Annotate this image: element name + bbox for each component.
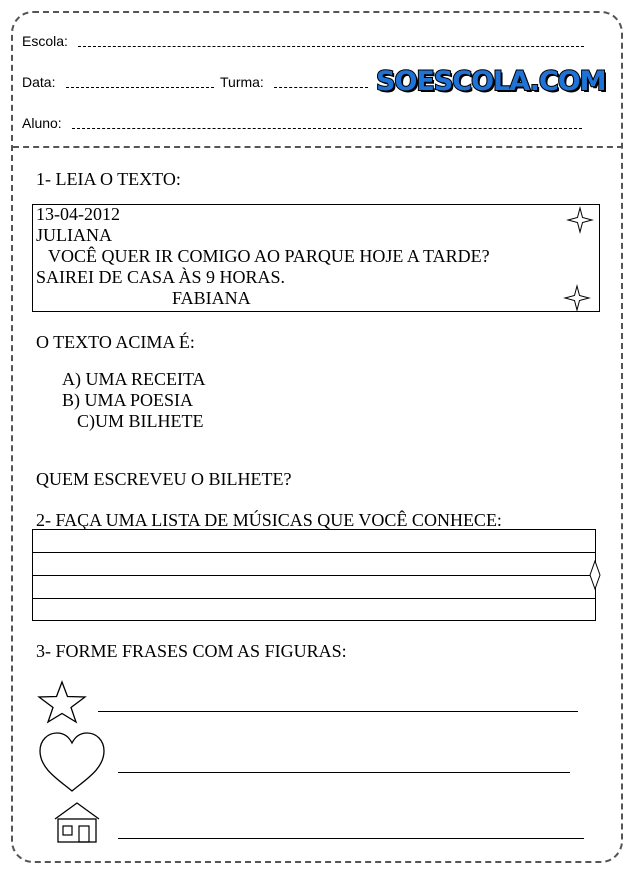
class-field[interactable] — [274, 87, 368, 88]
note-info: SAIREI DE CASA ÀS 9 HORAS. — [36, 267, 286, 287]
note-recipient: JULIANA — [36, 225, 112, 245]
school-field[interactable] — [78, 46, 584, 47]
class-label: Turma: — [220, 74, 264, 90]
option-a[interactable]: A) UMA RECEITA — [62, 369, 206, 389]
song-list-line[interactable] — [32, 598, 596, 599]
heart-icon — [37, 731, 107, 795]
header-separator — [13, 146, 623, 148]
date-label: Data: — [22, 74, 56, 90]
q1-prompt: O TEXTO ACIMA É: — [36, 332, 195, 352]
soescola-logo: SOESCOLA.COM — [376, 66, 606, 97]
house-icon — [51, 800, 103, 844]
note-question: VOCÊ QUER IR COMIGO AO PARQUE HOJE A TARDE? — [48, 246, 490, 266]
diamond-icon — [589, 560, 601, 590]
q1-followup: QUEM ESCREVEU O BILHETE? — [36, 469, 292, 489]
song-list-line[interactable] — [32, 575, 596, 576]
q1-title: 1- LEIA O TEXTO: — [36, 169, 181, 189]
q3-title: 3- FORME FRASES COM AS FIGURAS: — [36, 641, 347, 661]
star-icon — [36, 680, 88, 724]
note-date: 13-04-2012 — [36, 204, 120, 224]
song-list-line[interactable] — [32, 552, 596, 553]
option-b[interactable]: B) UMA POESIA — [62, 390, 194, 410]
date-field[interactable] — [66, 87, 214, 88]
note-signature: FABIANA — [172, 288, 251, 308]
q2-title: 2- FAÇA UMA LISTA DE MÚSICAS QUE VOCÊ CONHECE: — [36, 510, 502, 530]
sparkle-icon — [566, 206, 594, 234]
sentence-line-house[interactable] — [118, 838, 584, 839]
sentence-line-heart[interactable] — [118, 772, 570, 773]
sparkle-icon — [563, 284, 591, 312]
student-label: Aluno: — [22, 115, 62, 131]
school-label: Escola: — [22, 33, 68, 49]
option-c[interactable]: C)UM BILHETE — [77, 411, 204, 431]
student-field[interactable] — [72, 128, 582, 129]
sentence-line-star[interactable] — [98, 711, 578, 712]
